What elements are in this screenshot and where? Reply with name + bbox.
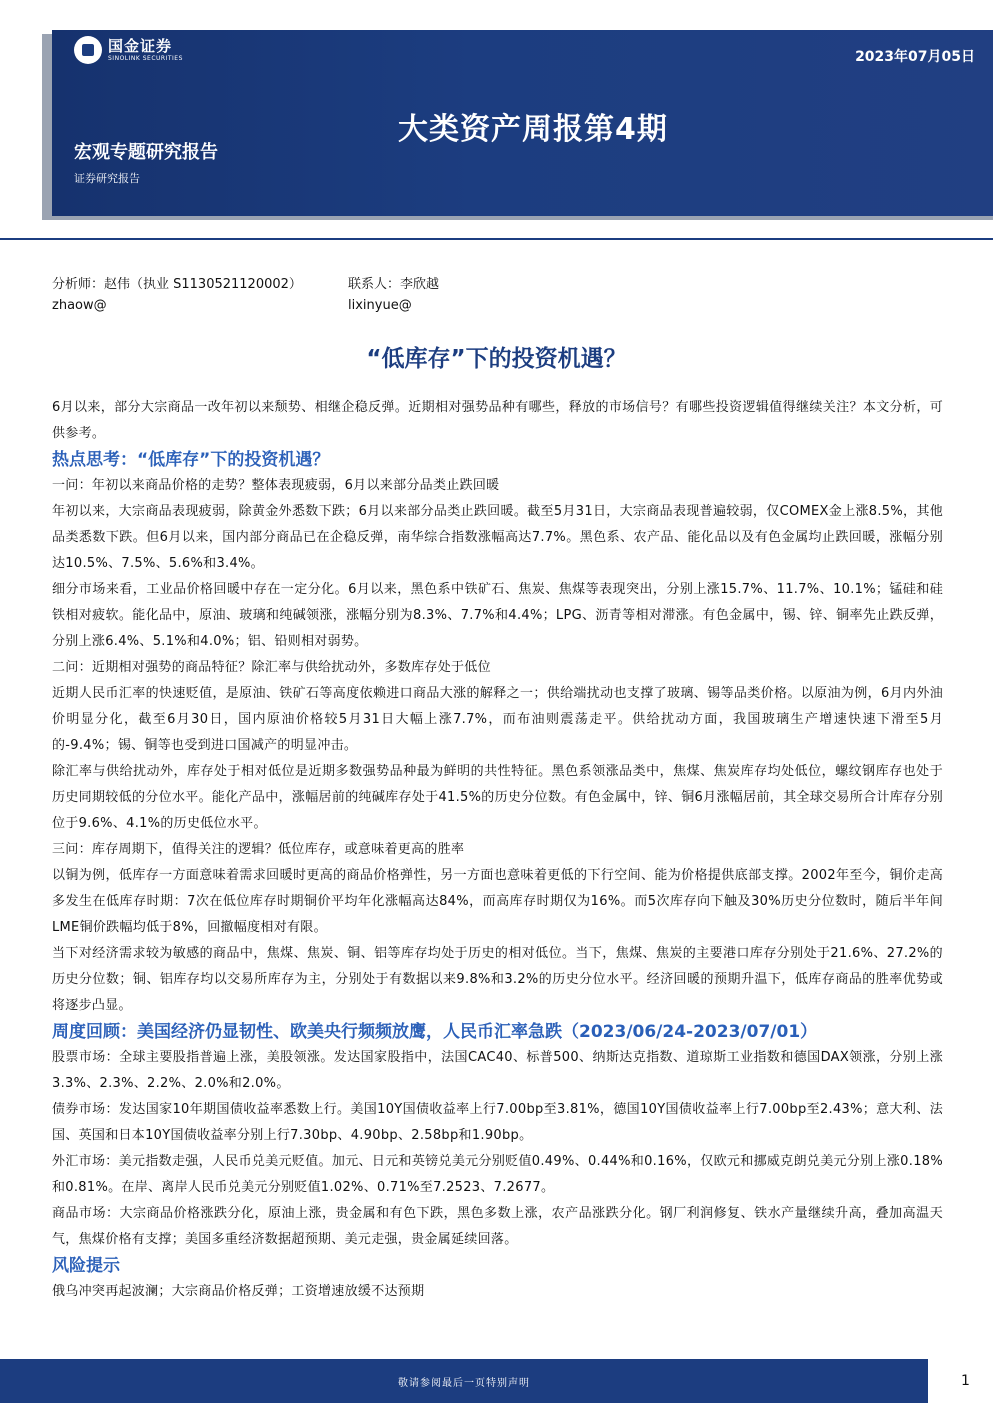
contact-email: lixinyue@: [348, 298, 412, 313]
company-logo: [74, 36, 183, 64]
logo-name-en: SINOLINK SECURITIES: [108, 54, 183, 62]
question-2: 二问：近期相对强势的商品特征？除汇率与供给扰动外，多数库存处于低位: [52, 660, 491, 675]
section-title-hot-topic: 热点思考：“低库存”下的投资机遇？: [52, 450, 330, 470]
analyst-block: [52, 274, 302, 316]
contact-name: 联系人：李欣越: [348, 277, 440, 292]
report-category: 宏观专题研究报告: [74, 142, 218, 163]
question-1: 一问：年初以来商品价格的走势？整体表现疲弱，6月以来部分品类止跌回暖: [52, 478, 500, 493]
header-divider: [0, 238, 993, 240]
q2-paragraph-2: 除汇率与供给扰动外，库存处于相对低位是近期多数强势品种最为鲜明的共性特征。黑色系领涨品类中，焦煤、焦炭库存均处低位，螺纹钢库存也处于历史同期较低的分位水平。能化产品中，涨幅居前的纯碱库存处于41.5%的历史分位数。有色金属中，锌、铜6月涨幅居前，其全球交易所合计库存分别位于9.6%、4.1%的历史低位水平。: [52, 764, 943, 831]
page-number: 1: [961, 1373, 970, 1389]
q3-paragraph-1: 以铜为例，低库存一方面意味着需求回暖时更高的商品价格弹性，另一方面也意味着更低的下行空间、能为价格提供底部支撑。2002年至今，铜价走高多发生在低库存时期：7次在低位库存时期铜价平均年化涨幅高达84%，而高库存时期仅为16%。而5次库存向下触及30%历史分位数时，随后半年间LME铜价跌幅均低于8%，回撤幅度相对有限。: [52, 868, 943, 935]
report-type: 证券研究报告: [74, 172, 140, 185]
section-title-risk: 风险提示: [52, 1256, 120, 1276]
question-3: 三问：库存周期下，值得关注的逻辑？低位库存，或意味着更高的胜率: [52, 842, 465, 857]
analyst-name: 分析师：赵伟（执业 S1130521120002）: [52, 277, 302, 292]
footer-disclaimer: 敬请参阅最后一页特别声明: [398, 1377, 530, 1389]
bond-market-paragraph: 债券市场：发达国家10年期国债收益率悉数上行。美国10Y国债收益率上行7.00bp至3.81%，德国10Y国债收益率上行7.00bp至2.43%；意大利、法国、英国和日本10Y国债收益率分别上行7.30bp、4.90bp、2.58bp和1.90bp。: [52, 1102, 943, 1143]
analyst-email: zhaow@: [52, 298, 107, 313]
risk-paragraph: 俄乌冲突再起波澜；大宗商品价格反弹；工资增速放缓不达预期: [52, 1284, 425, 1299]
q1-paragraph-2: 细分市场来看，工业品价格回暖中存在一定分化。6月以来，黑色系中铁矿石、焦炭、焦煤等表现突出，分别上涨15.7%、11.7%、10.1%；锰硅和硅铁相对疲软。能化品中，原油、玻璃和纯碱领涨，涨幅分别为8.3%、7.7%和4.4%；LPG、沥青等相对滞涨。有色金属中，锡、锌、铜率先止跌反弹，分别上涨6.4%、5.1%和4.0%；铝、铅则相对弱势。: [52, 582, 943, 649]
fx-market-paragraph: 外汇市场：美元指数走强，人民币兑美元贬值。加元、日元和英镑兑美元分别贬值0.49%、0.44%和0.16%，仅欧元和挪威克朗兑美元分别上涨0.18%和0.81%。在岸、离岸人民币兑美元分别贬值1.02%、0.71%至7.2523、7.2677。: [52, 1154, 943, 1195]
header-banner: [52, 30, 993, 216]
stock-market-paragraph: 股票市场：全球主要股指普遍上涨，美股领涨。发达国家股指中，法国CAC40、标普500、纳斯达克指数、道琼斯工业指数和德国DAX领涨，分别上涨3.3%、2.3%、2.2%、2.0%和2.0%。: [52, 1050, 943, 1091]
report-body: [52, 395, 943, 1305]
logo-name-cn: 国金证券: [108, 36, 173, 55]
footer-bar: [0, 1359, 928, 1403]
q2-paragraph-1: 近期人民币汇率的快速贬值，是原油、铁矿石等高度依赖进口商品大涨的解释之一；供给端扰动也支撑了玻璃、锡等品类价格。以原油为例，6月内外油价明显分化，截至6月30日，国内原油价格较5月31日大幅上涨7.7%，而布油则震荡走平。供给扰动方面，我国玻璃生产增速快速下滑至5月的-9.4%；锡、铜等也受到进口国减产的明显冲击。: [52, 686, 943, 753]
section-title-weekly-review: 周度回顾：美国经济仍显韧性、欧美央行频频放鹰，人民币汇率急跌（2023/06/24-2023/07/01）: [52, 1022, 818, 1042]
report-date: 2023年07月05日: [855, 49, 975, 65]
contact-block: [348, 274, 439, 316]
headline: “低库存”下的投资机遇？: [366, 346, 627, 372]
report-title: 大类资产周报第4期: [398, 112, 668, 147]
logo-mark-icon: [74, 36, 102, 64]
q3-paragraph-2: 当下对经济需求较为敏感的商品中，焦煤、焦炭、铜、铝等库存均处于历史的相对低位。当下，焦煤、焦炭的主要港口库存分别处于21.6%、27.2%的历史分位数；铜、铝库存均以交易所库存为主，分别处于有数据以来9.8%和3.2%的历史分位水平。经济回暖的预期升温下，低库存商品的胜率优势或将逐步凸显。: [52, 946, 943, 1013]
q1-paragraph-1: 年初以来，大宗商品表现疲弱，除黄金外悉数下跌；6月以来部分品类止跌回暖。截至5月31日，大宗商品表现普遍较弱，仅COMEX金上涨8.5%，其他品类悉数下跌。但6月以来，国内部分商品已在企稳反弹，南华综合指数涨幅高达7.7%。黑色系、农产品、能化品以及有色金属均止跌回暖，涨幅分别达10.5%、7.5%、5.6%和3.4%。: [52, 504, 943, 571]
intro-paragraph: 6月以来，部分大宗商品一改年初以来颓势、相继企稳反弹。近期相对强势品种有哪些，释放的市场信号？有哪些投资逻辑值得继续关注？本文分析，可供参考。: [52, 400, 943, 441]
commodity-market-paragraph: 商品市场：大宗商品价格涨跌分化，原油上涨，贵金属和有色下跌，黑色多数上涨，农产品涨跌分化。钢厂利润修复、铁水产量继续升高，叠加高温天气，焦煤价格有支撑；美国多重经济数据超预期、美元走强，贵金属延续回落。: [52, 1206, 943, 1247]
